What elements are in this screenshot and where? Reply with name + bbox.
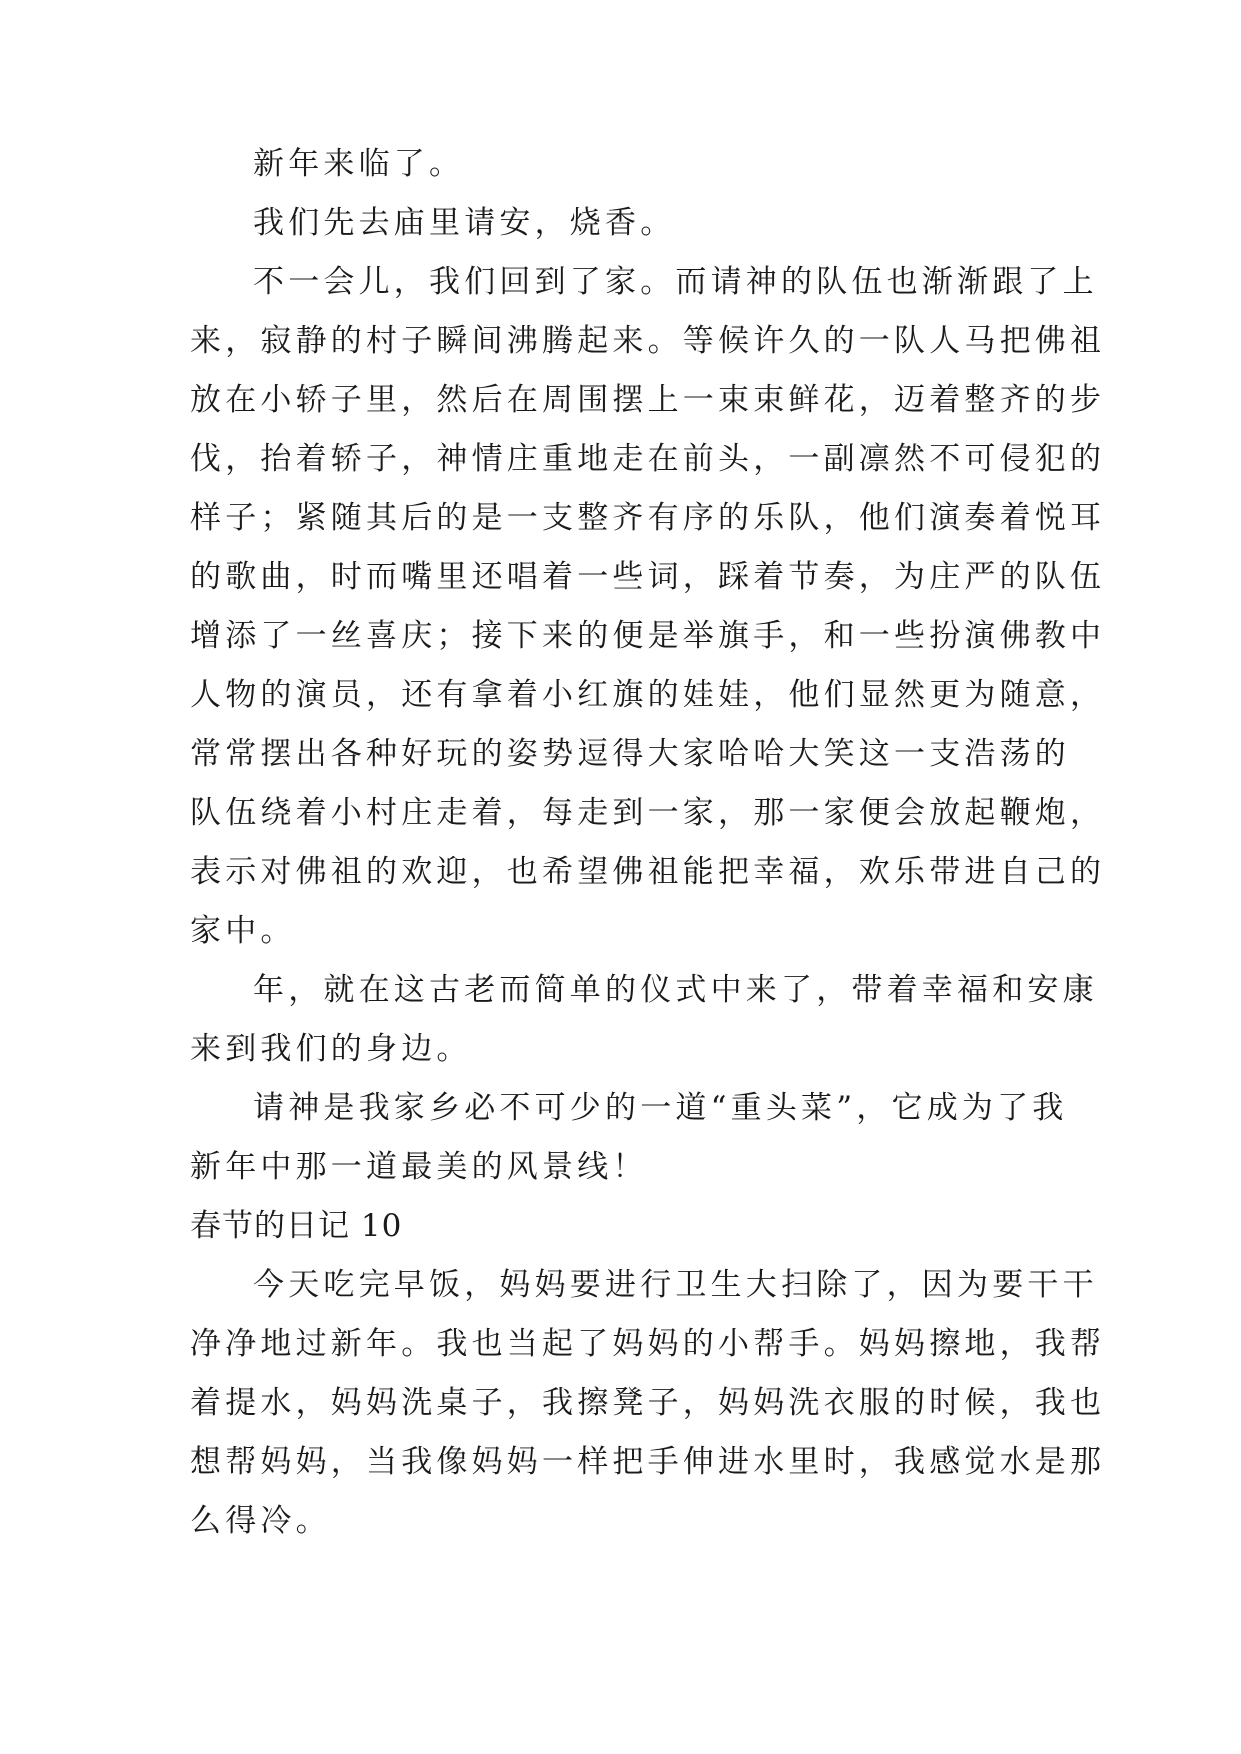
- paragraph-line: 家中。: [190, 913, 296, 949]
- paragraph-line: 想帮妈妈，当我像妈妈一样把手伸进水里时，我感觉水是那: [190, 1444, 1106, 1480]
- paragraph-line: 伐，抬着轿子，神情庄重地走在前头，一副凛然不可侵犯的: [190, 441, 1106, 477]
- paragraph-line: 新年中那一道最美的风景线！: [190, 1149, 648, 1185]
- paragraph-line: 净净地过新年。我也当起了妈妈的小帮手。妈妈擦地，我帮: [190, 1326, 1106, 1362]
- paragraph-line: 人物的演员，还有拿着小红旗的娃娃，他们显然更为随意，: [190, 677, 1106, 713]
- paragraph-line: 常常摆出各种好玩的姿势逗得大家哈哈大笑这一支浩荡的: [190, 736, 1070, 772]
- paragraph-line: 请神是我家乡必不可少的一道“重头菜”，它成为了我: [253, 1090, 1068, 1126]
- paragraph-line: 么得冷。: [190, 1503, 331, 1539]
- paragraph-line: 的歌曲，时而嘴里还唱着一些词，踩着节奏，为庄严的队伍: [190, 559, 1106, 595]
- paragraph-line: 表示对佛祖的欢迎，也希望佛祖能把幸福，欢乐带进自己的: [190, 854, 1106, 890]
- paragraph-line: 增添了一丝喜庆；接下来的便是举旗手，和一些扮演佛教中: [190, 618, 1106, 654]
- paragraph-line: 来到我们的身边。: [190, 1031, 472, 1067]
- paragraph-line: 今天吃完早饭，妈妈要进行卫生大扫除了，因为要干干: [253, 1267, 1098, 1303]
- paragraph-line: 样子；紧随其后的是一支整齐有序的乐队，他们演奏着悦耳: [190, 500, 1106, 536]
- section-heading: 春节的日记 10: [190, 1208, 403, 1244]
- paragraph-line: 放在小轿子里，然后在周围摆上一束束鲜花，迈着整齐的步: [190, 382, 1106, 418]
- paragraph-line: 队伍绕着小村庄走着，每走到一家，那一家便会放起鞭炮，: [190, 795, 1106, 831]
- paragraph-line: 来，寂静的村子瞬间沸腾起来。等候许久的一队人马把佛祖: [190, 323, 1106, 359]
- paragraph-line: 我们先去庙里请安，烧香。: [253, 205, 676, 241]
- paragraph-line: 年，就在这古老而简单的仪式中来了，带着幸福和安康: [253, 972, 1098, 1008]
- paragraph-line: 不一会儿，我们回到了家。而请神的队伍也渐渐跟了上: [253, 264, 1098, 300]
- paragraph-line: 着提水，妈妈洗桌子，我擦凳子，妈妈洗衣服的时候，我也: [190, 1385, 1106, 1421]
- paragraph-line: 新年来临了。: [253, 146, 465, 182]
